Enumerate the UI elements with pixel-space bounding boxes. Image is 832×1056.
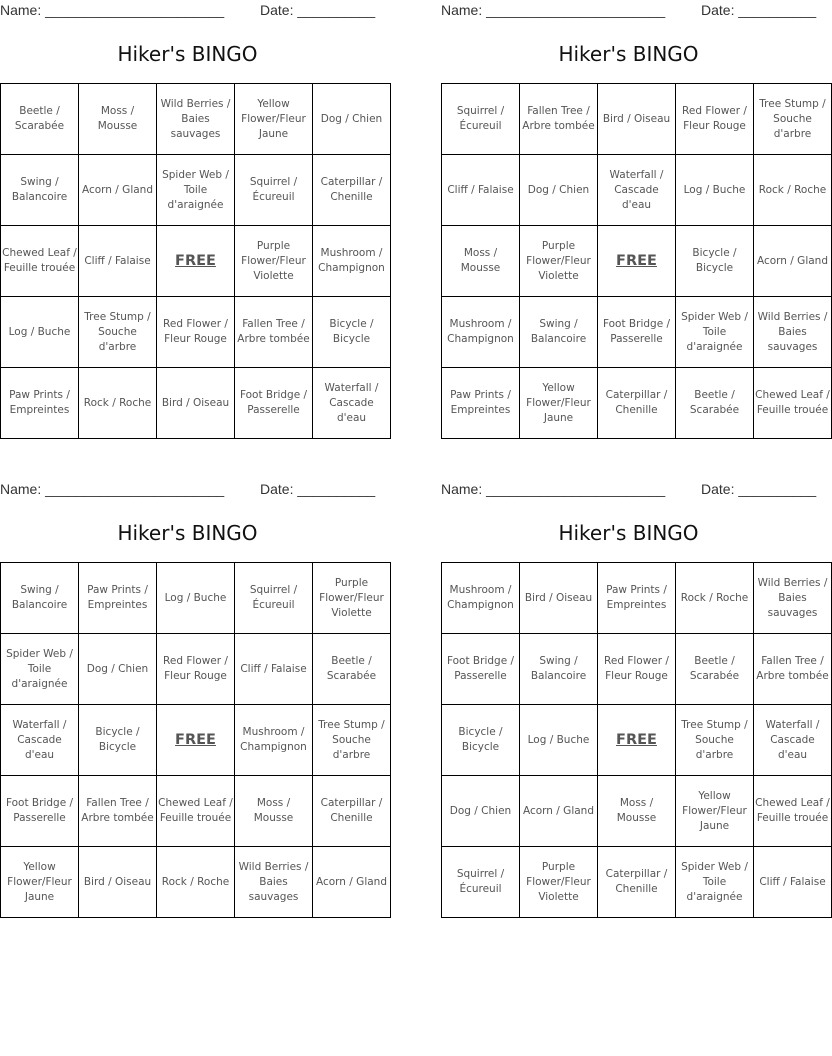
bingo-cell: Moss / Mousse <box>598 776 676 847</box>
bingo-cell: Cliff / Falaise <box>79 226 157 297</box>
bingo-cell: Purple Flower/Fleur Violette <box>520 226 598 297</box>
bingo-cell: Tree Stump / Souche d'arbre <box>676 705 754 776</box>
grid-row <box>442 563 832 634</box>
bingo-cell: Waterfall / Cascade d'eau <box>598 155 676 226</box>
bingo-cell: Bird / Oiseau <box>157 368 235 439</box>
name-field-label: Name: _______________________ <box>0 481 225 497</box>
grid-row <box>1 847 391 918</box>
bingo-cell: Chewed Leaf / Feuille trouée <box>754 776 832 847</box>
bingo-cell: Waterfall / Cascade d'eau <box>313 368 391 439</box>
date-field-label: Date: __________ <box>260 481 376 497</box>
bingo-cell: Paw Prints / Empreintes <box>1 368 79 439</box>
bingo-cell: Chewed Leaf / Feuille trouée <box>1 226 79 297</box>
bingo-cell: Squirrel / Écureuil <box>442 847 520 918</box>
bingo-cell: Wild Berries / Baies sauvages <box>157 84 235 155</box>
free-space-cell: FREE <box>598 705 676 776</box>
bingo-cell: Acorn / Gland <box>79 155 157 226</box>
bingo-cell: Mushroom / Champignon <box>442 297 520 368</box>
grid-row <box>442 634 832 705</box>
bingo-cell: Chewed Leaf / Feuille trouée <box>754 368 832 439</box>
bingo-cell: Purple Flower/Fleur Violette <box>313 563 391 634</box>
bingo-cell: Swing / Balancoire <box>520 634 598 705</box>
bingo-cell: Chewed Leaf / Feuille trouée <box>157 776 235 847</box>
grid-row <box>442 847 832 918</box>
card-title: Hiker's BINGO <box>558 42 699 66</box>
grid-row <box>1 368 391 439</box>
bingo-cell: Bicycle / Bicycle <box>442 705 520 776</box>
bingo-cell: Purple Flower/Fleur Violette <box>520 847 598 918</box>
bingo-cell: Acorn / Gland <box>313 847 391 918</box>
bingo-card-4 <box>441 479 830 919</box>
bingo-cell: Mushroom / Champignon <box>313 226 391 297</box>
bingo-cell: Bicycle / Bicycle <box>313 297 391 368</box>
bingo-cell: Log / Buche <box>157 563 235 634</box>
bingo-cell: Cliff / Falaise <box>754 847 832 918</box>
bingo-cell: Log / Buche <box>520 705 598 776</box>
bingo-cell: Beetle / Scarabée <box>676 368 754 439</box>
free-space-cell: FREE <box>157 226 235 297</box>
bingo-cell: Log / Buche <box>676 155 754 226</box>
bingo-cell: Dog / Chien <box>520 155 598 226</box>
bingo-cell: Fallen Tree / Arbre tombée <box>754 634 832 705</box>
bingo-cell: Squirrel / Écureuil <box>235 563 313 634</box>
bingo-cell: Moss / Mousse <box>235 776 313 847</box>
bingo-cell: Acorn / Gland <box>520 776 598 847</box>
bingo-cell: Squirrel / Écureuil <box>442 84 520 155</box>
bingo-cell: Dog / Chien <box>79 634 157 705</box>
grid-row <box>442 226 832 297</box>
bingo-cell: Squirrel / Écureuil <box>235 155 313 226</box>
bingo-cell: Red Flower / Fleur Rouge <box>676 84 754 155</box>
bingo-cell: Yellow Flower/Fleur Jaune <box>1 847 79 918</box>
bingo-cell: Yellow Flower/Fleur Jaune <box>520 368 598 439</box>
grid-row <box>442 368 832 439</box>
bingo-cell: Rock / Roche <box>79 368 157 439</box>
card-header <box>0 2 375 22</box>
bingo-cell: Moss / Mousse <box>442 226 520 297</box>
bingo-cell: Spider Web / Toile d'araignée <box>157 155 235 226</box>
card-title: Hiker's BINGO <box>117 521 258 545</box>
bingo-cell: Rock / Roche <box>754 155 832 226</box>
name-field-label: Name: _______________________ <box>0 2 225 18</box>
card-title: Hiker's BINGO <box>558 521 699 545</box>
bingo-cell: Fallen Tree / Arbre tombée <box>235 297 313 368</box>
bingo-cell: Yellow Flower/Fleur Jaune <box>235 84 313 155</box>
grid-row <box>1 776 391 847</box>
bingo-cell: Bicycle / Bicycle <box>676 226 754 297</box>
bingo-cell: Wild Berries / Baies sauvages <box>754 297 832 368</box>
grid-row <box>1 634 391 705</box>
card-header <box>0 481 375 501</box>
bingo-cell: Red Flower / Fleur Rouge <box>598 634 676 705</box>
bingo-grid <box>441 562 832 918</box>
bingo-cell: Dog / Chien <box>442 776 520 847</box>
date-field-label: Date: __________ <box>701 2 817 18</box>
bingo-cell: Log / Buche <box>1 297 79 368</box>
grid-row <box>442 297 832 368</box>
bingo-cell: Cliff / Falaise <box>442 155 520 226</box>
bingo-cell: Bird / Oiseau <box>79 847 157 918</box>
bingo-cell: Red Flower / Fleur Rouge <box>157 634 235 705</box>
bingo-cell: Mushroom / Champignon <box>442 563 520 634</box>
bingo-cell: Spider Web / Toile d'araignée <box>676 297 754 368</box>
bingo-cell: Paw Prints / Empreintes <box>598 563 676 634</box>
grid-row <box>442 155 832 226</box>
bingo-cell: Tree Stump / Souche d'arbre <box>754 84 832 155</box>
bingo-cell: Beetle / Scarabée <box>313 634 391 705</box>
bingo-cell: Swing / Balancoire <box>520 297 598 368</box>
bingo-cell: Waterfall / Cascade d'eau <box>1 705 79 776</box>
bingo-cell: Caterpillar / Chenille <box>313 155 391 226</box>
bingo-cell: Tree Stump / Souche d'arbre <box>313 705 391 776</box>
bingo-cell: Bird / Oiseau <box>520 563 598 634</box>
card-header <box>441 481 816 501</box>
bingo-cell: Waterfall / Cascade d'eau <box>754 705 832 776</box>
bingo-cell: Beetle / Scarabée <box>1 84 79 155</box>
grid-row <box>442 705 832 776</box>
grid-row <box>1 563 391 634</box>
grid-row <box>1 705 391 776</box>
card-header <box>441 2 816 22</box>
name-field-label: Name: _______________________ <box>441 2 666 18</box>
bingo-cell: Red Flower / Fleur Rouge <box>157 297 235 368</box>
date-field-label: Date: __________ <box>260 2 376 18</box>
bingo-cell: Swing / Balancoire <box>1 563 79 634</box>
bingo-cell: Foot Bridge / Passerelle <box>235 368 313 439</box>
bingo-cell: Spider Web / Toile d'araignée <box>676 847 754 918</box>
bingo-cell: Wild Berries / Baies sauvages <box>754 563 832 634</box>
bingo-cell: Purple Flower/Fleur Violette <box>235 226 313 297</box>
bingo-cell: Acorn / Gland <box>754 226 832 297</box>
bingo-cell: Rock / Roche <box>157 847 235 918</box>
bingo-grid <box>0 83 391 439</box>
bingo-cell: Paw Prints / Empreintes <box>442 368 520 439</box>
bingo-cell: Mushroom / Champignon <box>235 705 313 776</box>
bingo-cell: Spider Web / Toile d'araignée <box>1 634 79 705</box>
grid-row <box>1 84 391 155</box>
free-space-cell: FREE <box>598 226 676 297</box>
bingo-card-3 <box>0 479 387 919</box>
free-space-cell: FREE <box>157 705 235 776</box>
bingo-cell: Paw Prints / Empreintes <box>79 563 157 634</box>
bingo-cell: Dog / Chien <box>313 84 391 155</box>
bingo-cell: Bird / Oiseau <box>598 84 676 155</box>
bingo-cell: Cliff / Falaise <box>235 634 313 705</box>
bingo-cell: Fallen Tree / Arbre tombée <box>520 84 598 155</box>
bingo-cell: Wild Berries / Baies sauvages <box>235 847 313 918</box>
grid-row <box>442 84 832 155</box>
bingo-card-2 <box>441 0 830 440</box>
card-title: Hiker's BINGO <box>117 42 258 66</box>
bingo-cell: Foot Bridge / Passerelle <box>598 297 676 368</box>
bingo-cell: Caterpillar / Chenille <box>598 368 676 439</box>
grid-row <box>442 776 832 847</box>
bingo-grid <box>0 562 391 918</box>
bingo-cell: Foot Bridge / Passerelle <box>1 776 79 847</box>
date-field-label: Date: __________ <box>701 481 817 497</box>
bingo-cell: Foot Bridge / Passerelle <box>442 634 520 705</box>
bingo-cell: Beetle / Scarabée <box>676 634 754 705</box>
bingo-cell: Yellow Flower/Fleur Jaune <box>676 776 754 847</box>
grid-row <box>1 297 391 368</box>
bingo-grid <box>441 83 832 439</box>
bingo-cell: Caterpillar / Chenille <box>598 847 676 918</box>
name-field-label: Name: _______________________ <box>441 481 666 497</box>
bingo-cell: Fallen Tree / Arbre tombée <box>79 776 157 847</box>
bingo-cell: Swing / Balancoire <box>1 155 79 226</box>
bingo-cell: Bicycle / Bicycle <box>79 705 157 776</box>
grid-row <box>1 226 391 297</box>
bingo-cell: Tree Stump / Souche d'arbre <box>79 297 157 368</box>
grid-row <box>1 155 391 226</box>
bingo-cell: Moss / Mousse <box>79 84 157 155</box>
bingo-card-1 <box>0 0 385 440</box>
bingo-cell: Rock / Roche <box>676 563 754 634</box>
bingo-cell: Caterpillar / Chenille <box>313 776 391 847</box>
